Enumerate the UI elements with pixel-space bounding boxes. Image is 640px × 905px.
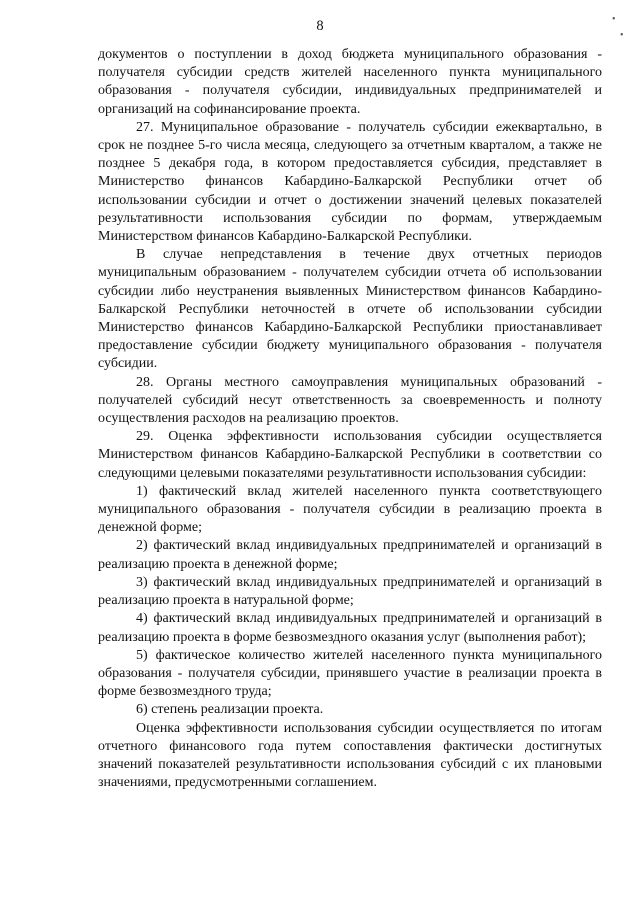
page-number: 8	[316, 18, 324, 34]
paragraph: документов о поступлении в доход бюджета муниципального образования - получателя субсидии средств жителей населенного пункта муниципального образования - получателя субсидии, индивидуальных предпринимателей и организаций на софинансирование проекта.	[98, 47, 602, 117]
paragraph: 3) фактический вклад индивидуальных предпринимателей и организаций в реализацию проекта в натуральной форме;	[98, 574, 602, 609]
document-body	[98, 46, 602, 792]
paragraph: 28. Органы местного самоуправления муниципальных образований - получателей субсидий несут ответственность за своевременность и полноту осуществления расходов на реализацию проектов.	[98, 374, 602, 427]
scan-speck: •	[620, 30, 624, 41]
paragraph: 1) фактический вклад жителей населенного пункта соответствующего муниципального образования - получателя субсидии в реализацию проекта в денежной форме;	[98, 483, 602, 536]
paragraph: 6) степень реализации проекта.	[136, 702, 324, 718]
paragraph: 29. Оценка эффективности использования субсидии осуществляется Министерством финансов Кабардино-Балкарской Республики в соответствии со следующими целевыми показателями результативности использования субсидии:	[98, 429, 602, 481]
paragraph: Оценка эффективности использования субсидии осуществляется по итогам отчетного финансового года путем сопоставления фактически достигнутых значений показателей результативности использования субсидий с их плановыми значениями, предусмотренными соглашением.	[98, 720, 602, 791]
paragraph: В случае непредставления в течение двух отчетных периодов муниципальным образованием - получателем субсидии отчета об использовании субсидии либо неустранения выявленных Министерством финансов Кабардино-Балкарской Республики неточностей в отчете об использовании субсидии Министерство финансов Кабардино-Балкарской Республики приостанавливает предоставление субсидии бюджету муниципального образования - получателя субсидии.	[98, 247, 602, 372]
scan-speck: •	[612, 14, 616, 25]
paragraph: 4) фактический вклад индивидуальных предпринимателей и организаций в реализацию проекта в форме безвозмездного оказания услуг (выполнения работ);	[98, 611, 602, 645]
paragraph: 5) фактическое количество жителей населенного пункта муниципального образования - получателя субсидии, принявшего участие в реализации проекта в форме безвозмездного труда;	[98, 647, 602, 700]
paragraph: 27. Муниципальное образование - получатель субсидии ежеквартально, в срок не позднее 5-го числа месяца, следующего за отчетным кварталом, а также не позднее 5 декабря года, в котором предоставляется субсидия, представляет в Министерство финансов Кабардино-Балкарской Республики отчет об использовании субсидии и отчет о достижении значений целевых показателей результативности использования субсидии по формам, утверждаемым Министерством финансов Кабардино-Балкарской Республики.	[98, 119, 602, 245]
paragraph: 2) фактический вклад индивидуальных предпринимателей и организаций в реализацию проекта в денежной форме;	[98, 538, 602, 572]
